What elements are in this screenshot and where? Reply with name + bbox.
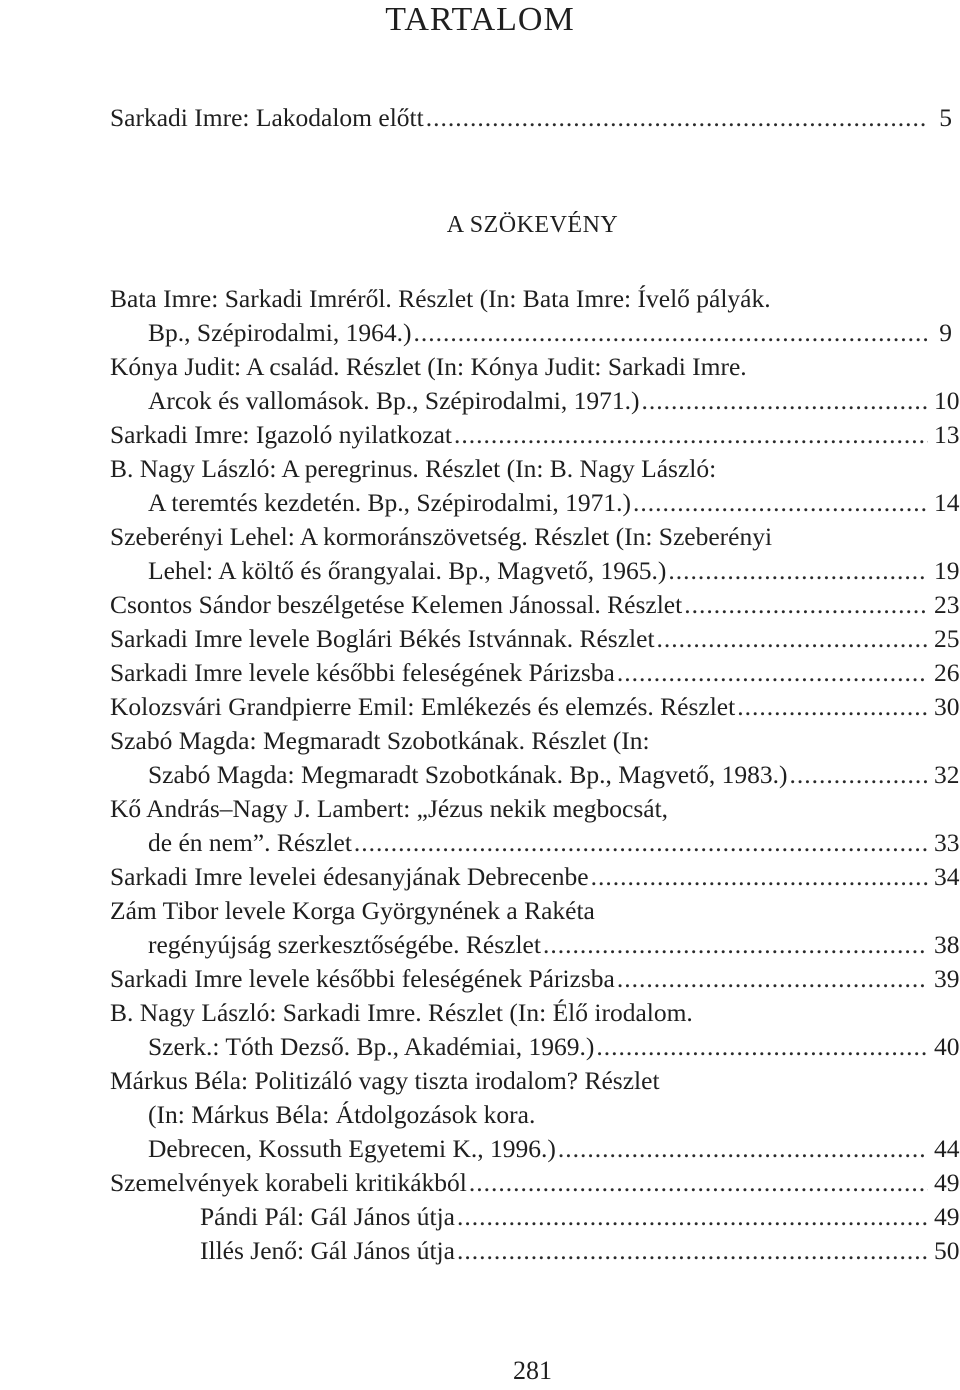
dot-leader: [413, 316, 928, 350]
toc-entry[interactable]: [0, 384, 960, 418]
toc-page-number: 30: [934, 692, 960, 721]
toc-entry[interactable]: [0, 1132, 960, 1166]
toc-page-number: 49: [934, 1202, 960, 1231]
toc-entry[interactable]: [0, 758, 960, 792]
toc-entry-title: Pándi Pál: Gál János útja: [200, 1202, 455, 1231]
dot-leader: [354, 826, 928, 860]
toc-entry-title: Szabó Magda: Megmaradt Szobotkának. Bp., Magvető, 1983.): [148, 760, 788, 789]
toc-entry[interactable]: [0, 1234, 960, 1268]
toc-entry[interactable]: [0, 588, 960, 622]
dot-leader: [633, 486, 928, 520]
toc-entry-title: A teremtés kezdetén. Bp., Szépirodalmi, 1971.): [148, 488, 631, 517]
dot-leader: [457, 1200, 928, 1234]
toc-entry-title: de én nem”. Részlet: [148, 828, 352, 857]
dot-leader: [558, 1132, 928, 1166]
toc-entry-line: [0, 724, 960, 758]
toc-entry-title: Sarkadi Imre: Lakodalom előtt: [110, 103, 424, 132]
dot-leader: [469, 1166, 928, 1200]
toc-page-number: 49: [934, 1168, 960, 1197]
toc-entry-title: Sarkadi Imre levele későbbi feleségének Párizsba: [110, 658, 615, 687]
toc-entry-title: Sarkadi Imre levele Boglári Békés Istvánnak. Részlet: [110, 624, 655, 653]
toc-entry[interactable]: [0, 656, 960, 690]
toc-entry-line: [0, 350, 960, 384]
toc-entry-title: Debrecen, Kossuth Egyetemi K., 1996.): [148, 1134, 556, 1163]
toc-entry[interactable]: [0, 554, 960, 588]
toc-entry[interactable]: [0, 690, 960, 724]
toc-entry-title: regényújság szerkesztőségébe. Részlet: [148, 930, 541, 959]
toc-page-number: 9: [939, 318, 952, 347]
dot-leader: [543, 928, 928, 962]
dot-leader: [684, 588, 928, 622]
toc-entry[interactable]: [0, 418, 960, 452]
toc-page-number: 23: [934, 590, 960, 619]
toc-page-number: 32: [934, 760, 960, 789]
toc-entry[interactable]: [0, 962, 960, 996]
toc-entry-title: Szabó Magda: Megmaradt Szobotkának. Részlet (In:: [110, 726, 650, 755]
toc-entry-title: Zám Tibor levele Korga Györgynének a Rakéta: [110, 896, 595, 925]
toc-entry-title: Bata Imre: Sarkadi Imréről. Részlet (In: Bata Imre: Ívelő pályák.: [110, 284, 771, 313]
toc-entry-title: Illés Jenő: Gál János útja: [200, 1236, 455, 1265]
toc-entry-title: Csontos Sándor beszélgetése Kelemen Jánossal. Részlet: [110, 590, 683, 619]
toc-entry[interactable]: [0, 486, 960, 520]
toc-page-number: 10: [934, 386, 960, 415]
toc-entry-title: Szeberényi Lehel: A kormoránszövetség. Részlet (In: Szeberényi: [110, 522, 773, 551]
section-heading: A SZÖKEVÉNY: [446, 212, 619, 238]
toc-entry-title: Szemelvények korabeli kritikákból: [110, 1168, 467, 1197]
dot-leader: [790, 758, 929, 792]
toc-entry-title: Kő András–Nagy J. Lambert: „Jézus nekik megbocsát,: [110, 794, 669, 823]
toc-page-number: 5: [939, 103, 952, 132]
toc-entry-title: Bp., Szépirodalmi, 1964.): [148, 318, 412, 347]
toc-entry-title: Kónya Judit: A család. Részlet (In: Kónya Judit: Sarkadi Imre.: [110, 352, 747, 381]
toc-entry-title: Sarkadi Imre levele későbbi feleségének Párizsba: [110, 964, 615, 993]
toc-entry-title: Lehel: A költő és őrangyalai. Bp., Magvető, 1965.): [148, 556, 667, 585]
toc-entry[interactable]: [0, 1030, 960, 1064]
toc-page-number: 14: [934, 488, 960, 517]
toc-entry[interactable]: [0, 826, 960, 860]
toc-entry-title: Szerk.: Tóth Dezső. Bp., Akadémiai, 1969.): [148, 1032, 595, 1061]
toc-entry-line: [0, 452, 960, 486]
dot-leader: [457, 1234, 928, 1268]
dot-leader: [426, 101, 928, 135]
toc-entry-line: [0, 894, 960, 928]
toc-entry-line: [0, 520, 960, 554]
page-title: TARTALOM: [385, 1, 575, 38]
toc-entry-title: B. Nagy László: Sarkadi Imre. Részlet (In: Élő irodalom.: [110, 998, 693, 1027]
dot-leader: [642, 384, 929, 418]
toc-page-number: 38: [934, 930, 960, 959]
toc-entry-line: [0, 996, 960, 1030]
dot-leader: [657, 622, 928, 656]
dot-leader: [668, 554, 928, 588]
toc-entry-line: [0, 1064, 960, 1098]
dot-leader: [596, 1030, 928, 1064]
toc-page-number: 44: [934, 1134, 960, 1163]
toc-page-number: 40: [934, 1032, 960, 1061]
toc-entry-title: Arcok és vallomások. Bp., Szépirodalmi, 1971.): [148, 386, 640, 415]
toc-entry[interactable]: [0, 928, 960, 962]
dot-leader: [591, 860, 928, 894]
dot-leader: [617, 962, 928, 996]
toc-entry[interactable]: [0, 316, 960, 350]
toc-page-number: 34: [934, 862, 960, 891]
toc-entry[interactable]: [0, 860, 960, 894]
toc-entry-title: (In: Márkus Béla: Átdolgozások kora.: [148, 1100, 536, 1129]
dot-leader: [617, 656, 928, 690]
toc-entry-line: [0, 282, 960, 316]
toc-entry[interactable]: [0, 1166, 960, 1200]
toc-page-number: 50: [934, 1236, 960, 1265]
toc-entry[interactable]: [0, 622, 960, 656]
toc-entry-title: Márkus Béla: Politizáló vagy tiszta irodalom? Részlet: [110, 1066, 660, 1095]
toc-page-number: 25: [934, 624, 960, 653]
toc-page-number: 26: [934, 658, 960, 687]
dot-leader: [737, 690, 928, 724]
toc-entry-title: Kolozsvári Grandpierre Emil: Emlékezés és elemzés. Részlet: [110, 692, 736, 721]
toc-entry-title: B. Nagy László: A peregrinus. Részlet (In: B. Nagy László:: [110, 454, 717, 483]
page-number: 281: [513, 1356, 552, 1385]
toc-entry-line: [0, 792, 960, 826]
toc-page-number: 19: [934, 556, 960, 585]
toc-entry-title: Sarkadi Imre: Igazoló nyilatkozat: [110, 420, 452, 449]
toc-page-number: 13: [934, 420, 960, 449]
toc-entry[interactable]: [0, 101, 960, 135]
dot-leader: [454, 418, 928, 452]
toc-page-number: 33: [934, 828, 960, 857]
toc-entry-title: Sarkadi Imre levelei édesanyjának Debrecenbe: [110, 862, 589, 891]
toc-entry[interactable]: [0, 1200, 960, 1234]
toc-page-number: 39: [934, 964, 960, 993]
toc-entry-line: [0, 1098, 960, 1132]
